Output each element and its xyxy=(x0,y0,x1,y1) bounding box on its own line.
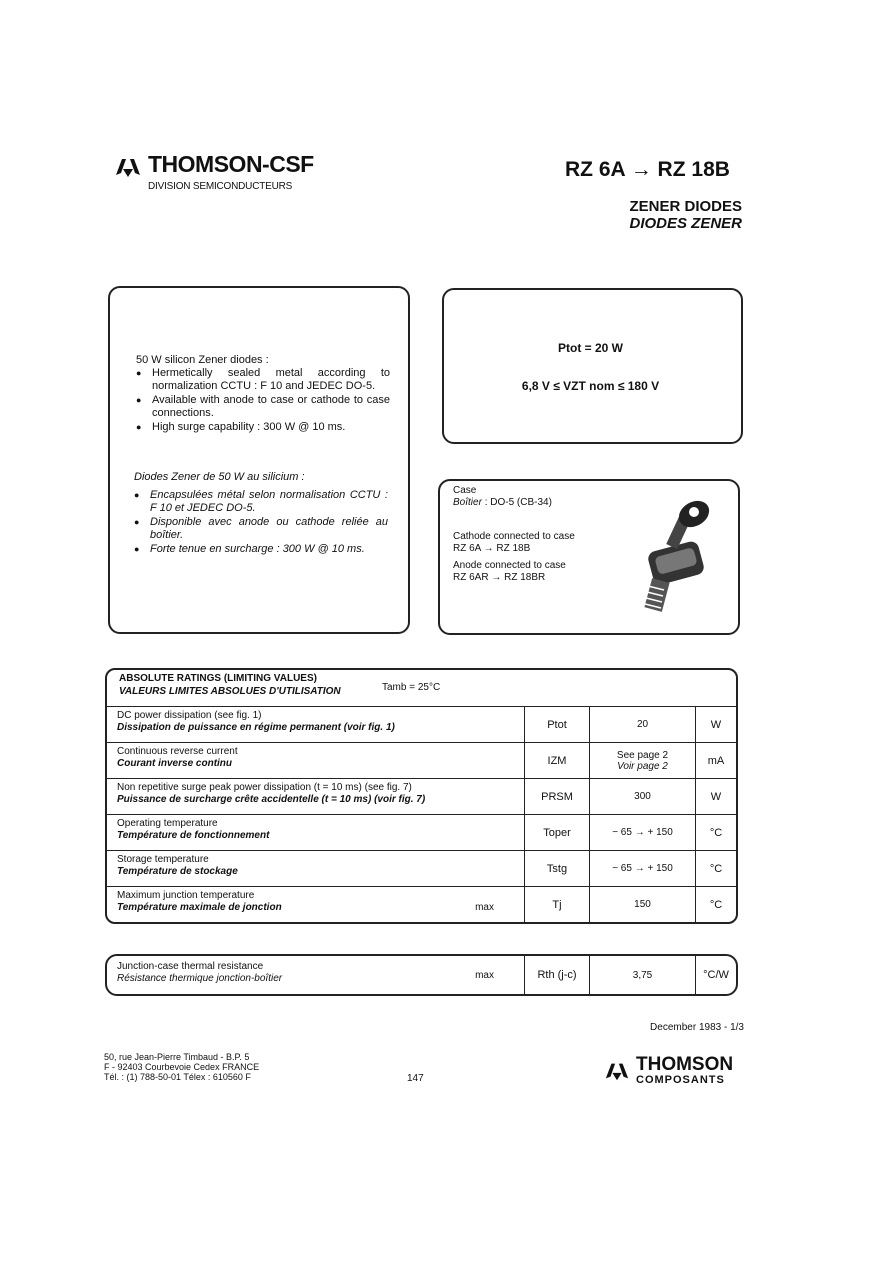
case-label: Case xyxy=(453,485,477,496)
case-info xyxy=(453,485,575,584)
row-unit: mA xyxy=(707,754,725,767)
feature-fr-item: ● Forte tenue en surcharge : 300 W @ 10 ms. xyxy=(134,543,388,556)
row-label-en: Non repetitive surge peak power dissipation (t = 10 ms) (see fig. 7) xyxy=(117,782,412,793)
address-line: Tél. : (1) 788-50-01 Télex : 610560 F xyxy=(104,1072,251,1082)
row-value: 150 xyxy=(634,899,651,910)
row-label-en: Operating temperature xyxy=(117,818,218,829)
thomson-logo-icon xyxy=(114,155,142,179)
cathode-range: RZ 6A → RZ 18B xyxy=(453,543,531,554)
row-unit: °C xyxy=(709,826,723,839)
row-value: 300 xyxy=(634,791,651,802)
feature-fr-item: ● Disponible avec anode ou cathode reliée au boîtier. xyxy=(134,516,388,542)
footer-brand: THOMSON xyxy=(636,1054,734,1075)
row-symbol: IZM xyxy=(525,743,590,778)
title-fr: DIODES ZENER xyxy=(629,215,742,232)
row-symbol: Ptot xyxy=(525,707,590,742)
title-en: ZENER DIODES xyxy=(629,198,742,215)
row-label-fr: Température maximale de jonction xyxy=(117,902,282,913)
row-value: − 65 → + 150 xyxy=(612,863,673,874)
footer-brand-sub: COMPOSANTS xyxy=(636,1074,725,1086)
row-value: 20 xyxy=(636,719,649,730)
row-value: − 65 → + 150 xyxy=(612,827,673,838)
row-label-fr: Température de stockage xyxy=(117,866,238,877)
features-box xyxy=(108,286,410,634)
features-fr xyxy=(134,471,388,557)
features-intro-fr: Diodes Zener de 50 W au silicium : xyxy=(134,471,305,483)
feature-en-item: ● Hermetically sealed metal according to normalization CCTU : F 10 and JEDEC DO-5. xyxy=(136,367,390,393)
row-label-fr: Courant inverse continu xyxy=(117,758,233,769)
row-symbol: Toper xyxy=(525,815,590,850)
vz-spec: 6,8 V ≤ VZT nom ≤ 180 V xyxy=(521,379,660,393)
row-symbol: PRSM xyxy=(525,779,590,814)
thermal-label-fr: Résistance thermique jonction-boîtier xyxy=(117,973,283,984)
row-label-fr: Température de fonctionnement xyxy=(117,830,270,841)
table-row xyxy=(107,779,736,815)
division-name: DIVISION SEMICONDUCTEURS xyxy=(148,181,293,192)
thomson-logo-icon xyxy=(604,1058,630,1084)
row-unit: °C xyxy=(709,898,723,911)
row-label-en: Continuous reverse current xyxy=(117,746,238,757)
part-range-title: RZ 6A → RZ 18B xyxy=(565,158,730,181)
row-label-en: Maximum junction temperature xyxy=(117,890,255,901)
row-unit: W xyxy=(710,718,722,731)
table-row xyxy=(107,707,736,743)
row-label-en: DC power dissipation (see fig. 1) xyxy=(117,710,262,721)
anode-range: RZ 6AR → RZ 18BR xyxy=(453,572,546,583)
row-symbol: Tj xyxy=(525,887,590,922)
ratings-header xyxy=(107,670,736,707)
thermal-value: 3,75 xyxy=(590,956,696,994)
ptot-spec: Ptot = 20 W xyxy=(557,341,623,355)
thermal-max: max xyxy=(475,970,494,981)
row-symbol: Tstg xyxy=(525,851,590,886)
tamb-label: Tamb = 25°C xyxy=(382,682,441,693)
address-block xyxy=(104,1052,259,1082)
features-intro-en: 50 W silicon Zener diodes : xyxy=(136,354,269,366)
row-value: See page 2 xyxy=(616,749,669,761)
thermal-symbol: Rth (j-c) xyxy=(525,956,590,994)
ratings-title-en: ABSOLUTE RATINGS (LIMITING VALUES) xyxy=(119,673,317,684)
thermal-label-en: Junction-case thermal resistance xyxy=(117,961,264,972)
case-value: : DO-5 (CB-34) xyxy=(484,497,552,508)
feature-fr-item: ● Encapsulées métal selon normalisation CCTU : F 10 et JEDEC DO-5. xyxy=(134,489,388,515)
table-row xyxy=(107,851,736,887)
page-number: 147 xyxy=(407,1073,424,1084)
boitier-label: Boîtier xyxy=(453,497,482,508)
feature-en-item: ● Available with anode to case or cathode to case connections. xyxy=(136,394,390,420)
spec-box xyxy=(442,288,743,444)
brand-name: THOMSON-CSF xyxy=(148,151,314,177)
row-label-fr: Dissipation de puissance en régime permanent (voir fig. 1) xyxy=(117,722,395,733)
features-en xyxy=(136,354,390,435)
ratings-table xyxy=(105,668,738,924)
do5-package-icon xyxy=(624,492,720,616)
row-label-en: Storage temperature xyxy=(117,854,209,865)
row-label-fr: Puissance de surcharge crête accidentelle (t = 10 ms) (voir fig. 7) xyxy=(117,794,426,805)
address-line: 50, rue Jean-Pierre Timbaud - B.P. 5 xyxy=(104,1052,250,1062)
table-row xyxy=(107,815,736,851)
doc-date: December 1983 - 1/3 xyxy=(650,1022,744,1033)
table-row xyxy=(107,887,736,922)
cathode-label: Cathode connected to case xyxy=(453,531,575,542)
row-value-fr: Voir page 2 xyxy=(617,760,668,772)
address-line: F - 92403 Courbevoie Cedex FRANCE xyxy=(104,1062,260,1072)
anode-label: Anode connected to case xyxy=(453,560,566,571)
row-unit: W xyxy=(710,790,722,803)
ratings-title-fr: VALEURS LIMITES ABSOLUES D'UTILISATION xyxy=(119,686,341,697)
thermal-resistance-row xyxy=(105,954,738,996)
row-max: max xyxy=(475,902,494,913)
row-unit: °C xyxy=(709,862,723,875)
feature-en-item: ● High surge capability : 300 W @ 10 ms. xyxy=(136,421,390,434)
table-row xyxy=(107,743,736,779)
thermal-unit: °C/W xyxy=(703,969,729,981)
